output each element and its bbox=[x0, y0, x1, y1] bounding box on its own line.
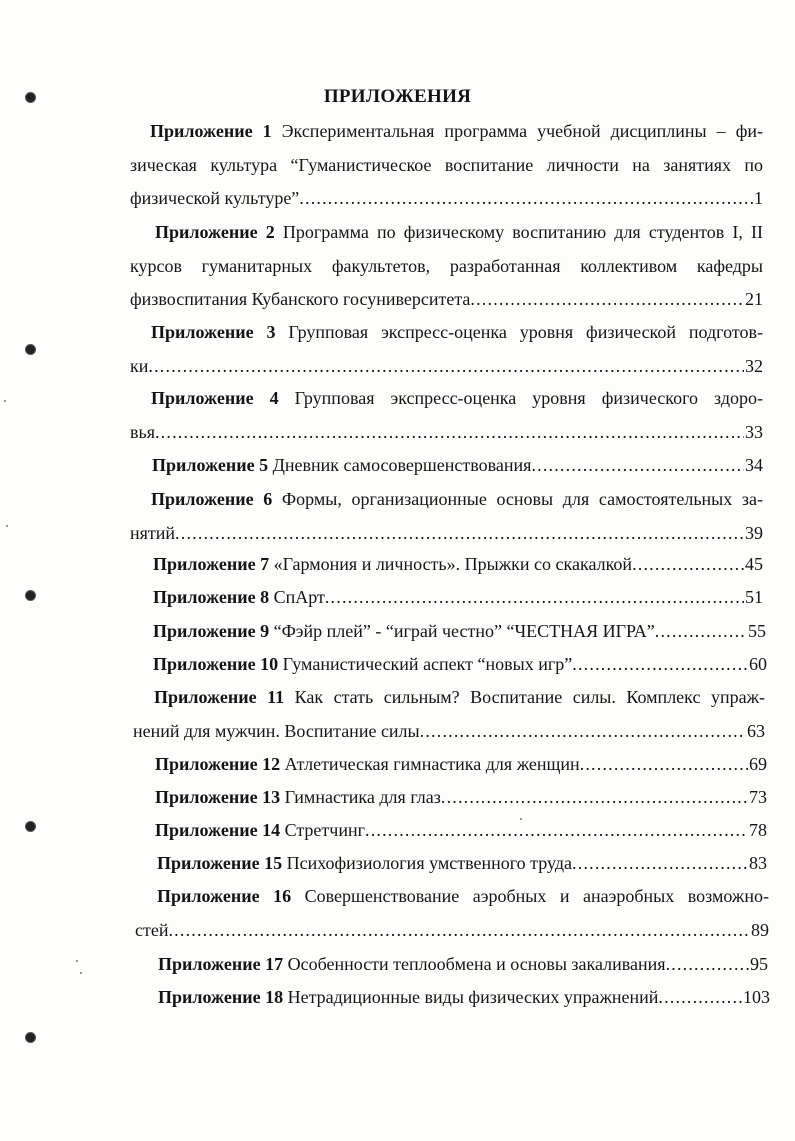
binding-hole-icon bbox=[26, 345, 35, 354]
toc-entry-text: “Фэйр плей” - “играй честно” “ЧЕСТНАЯ ИГРА” bbox=[273, 621, 655, 641]
toc-page-number: 78 bbox=[749, 820, 767, 840]
toc-entry-line bbox=[130, 115, 763, 149]
scan-speck bbox=[520, 818, 522, 820]
toc-entry-lastline bbox=[130, 182, 763, 216]
toc-entry-line bbox=[133, 681, 765, 715]
toc-entry-label: Приложение 12 bbox=[155, 754, 281, 774]
toc-entry-text: Психофизиология умственного труда bbox=[286, 853, 573, 873]
dot-leader bbox=[365, 814, 748, 848]
toc-entry-text: Программа по физическому воспитанию для студентов I, II bbox=[282, 222, 763, 242]
toc-page-number: 1 bbox=[754, 188, 763, 208]
toc-entry-label: Приложение 16 bbox=[157, 886, 292, 906]
toc-entry-17 bbox=[158, 948, 768, 982]
toc-entry-line bbox=[130, 483, 763, 517]
toc-page-number: 69 bbox=[749, 754, 767, 774]
toc-entry-label: Приложение 7 bbox=[153, 554, 270, 574]
toc-entry-line bbox=[130, 216, 763, 250]
toc-entry-text: вья bbox=[130, 421, 155, 442]
toc-entry-text: СпАрт bbox=[273, 587, 325, 607]
toc-entry-text: физвоспитания Кубанского госуниверситета bbox=[130, 289, 471, 309]
scan-speck bbox=[4, 400, 6, 402]
toc-entry-8 bbox=[153, 581, 763, 615]
toc-entry-text: «Гармония и личность». Прыжки со скакалкой bbox=[273, 554, 633, 574]
toc-entry-16 bbox=[135, 880, 769, 947]
toc-entry-text: ки bbox=[130, 355, 149, 376]
toc-page-number: 34 bbox=[745, 455, 763, 475]
toc-page-number: 32 bbox=[745, 355, 763, 376]
dot-leader bbox=[299, 182, 753, 216]
toc-entry-3 bbox=[130, 316, 763, 383]
toc-page-number: 95 bbox=[750, 954, 768, 974]
toc-entry-text: Формы, организационные основы для самостоятельных за- bbox=[281, 489, 763, 509]
toc-entry-label: Приложение 9 bbox=[153, 621, 270, 641]
dot-leader bbox=[325, 581, 744, 615]
toc-page-number: 45 bbox=[745, 554, 763, 574]
binding-hole-icon bbox=[26, 93, 35, 102]
toc-entry-11 bbox=[133, 681, 765, 748]
binding-hole-icon bbox=[26, 1033, 35, 1042]
dot-leader bbox=[531, 449, 744, 483]
toc-entry-line bbox=[135, 880, 769, 914]
toc-entry-label: Приложение 13 bbox=[155, 787, 281, 807]
dot-leader bbox=[420, 715, 746, 749]
toc-entry-label: Приложение 6 bbox=[151, 489, 273, 509]
scan-speck bbox=[6, 525, 8, 527]
toc-entry-text: Особенности теплообмена и основы закаливания bbox=[287, 954, 666, 974]
scan-speck bbox=[76, 960, 78, 962]
toc-entry-9 bbox=[153, 615, 766, 649]
toc-entry-lastline bbox=[135, 914, 769, 948]
binding-hole-icon bbox=[26, 591, 35, 600]
toc-entry-label: Приложение 3 bbox=[151, 322, 276, 342]
dot-leader bbox=[175, 517, 744, 551]
toc-entry-label: Приложение 2 bbox=[155, 222, 275, 242]
toc-page-number: 83 bbox=[749, 853, 767, 873]
toc-entry-18 bbox=[158, 981, 770, 1015]
toc-entry-4 bbox=[130, 382, 763, 449]
toc-page-number: 103 bbox=[743, 987, 770, 1007]
toc-entry-label: Приложение 10 bbox=[153, 654, 279, 674]
toc-entry-line bbox=[130, 316, 763, 350]
toc-entry-text: курсов гуманитарных факультетов, разработанная коллективом кафедры bbox=[130, 255, 763, 276]
toc-entry-text: Экспериментальная программа учебной дисциплины – фи- bbox=[281, 121, 763, 141]
toc-page-number: 55 bbox=[748, 621, 766, 641]
toc-entry-text: Как стать сильным? Воспитание силы. Комплекс упраж- bbox=[294, 687, 766, 707]
dot-leader bbox=[148, 350, 744, 384]
toc-entry-label: Приложение 17 bbox=[158, 954, 284, 974]
toc-entry-label: Приложение 14 bbox=[155, 820, 281, 840]
toc-page-number: 89 bbox=[751, 919, 769, 940]
toc-entry-text: Атлетическая гимнастика для женщин bbox=[284, 754, 580, 774]
toc-entry-text: зическая культура “Гуманистическое воспитание личности на занятиях по bbox=[130, 154, 763, 175]
toc-entry-text: Гуманистический аспект “новых игр” bbox=[282, 654, 573, 674]
toc-page-number: 21 bbox=[745, 289, 763, 309]
toc-entry-lastline bbox=[130, 350, 763, 384]
toc-entry-text: физической культуре” bbox=[130, 188, 300, 208]
dot-leader bbox=[470, 283, 744, 317]
toc-entry-text: Совершенствование аэробных и анаэробных возможно- bbox=[304, 886, 769, 906]
toc-entry-text: Групповая экспресс-оценка уровня физической подготов- bbox=[288, 322, 763, 342]
toc-entry-text: Групповая экспресс-оценка уровня физического здоро- bbox=[294, 388, 763, 408]
toc-page-number: 73 bbox=[749, 787, 767, 807]
toc-entry-lastline bbox=[130, 283, 763, 317]
toc-entry-label: Приложение 1 bbox=[150, 121, 272, 141]
toc-entry-text: нятий bbox=[130, 522, 176, 543]
toc-entry-lastline bbox=[133, 715, 765, 749]
toc-page-number: 39 bbox=[745, 522, 763, 543]
toc-page-number: 51 bbox=[745, 587, 763, 607]
toc-entry-text: Дневник самосовершенствования bbox=[272, 455, 532, 475]
scan-speck bbox=[80, 972, 82, 974]
toc-page-number: 33 bbox=[745, 421, 763, 442]
toc-entry-13 bbox=[155, 781, 767, 815]
toc-page-number: 63 bbox=[747, 720, 765, 741]
dot-leader bbox=[580, 748, 748, 782]
dot-leader bbox=[168, 914, 750, 948]
toc-entry-text: Гимнастика для глаз bbox=[284, 787, 441, 807]
dot-leader bbox=[658, 981, 742, 1015]
toc-entry-2 bbox=[130, 216, 763, 317]
dot-leader bbox=[572, 648, 748, 682]
toc-entry-label: Приложение 15 bbox=[157, 853, 283, 873]
toc-entry-lastline bbox=[130, 416, 763, 450]
toc-entry-label: Приложение 5 bbox=[152, 455, 269, 475]
dot-leader bbox=[632, 548, 744, 582]
toc-entry-label: Приложение 8 bbox=[153, 587, 270, 607]
toc-entry-text: Стретчинг bbox=[284, 820, 365, 840]
toc-entry-line bbox=[130, 382, 763, 416]
toc-entry-1 bbox=[130, 115, 763, 216]
toc-entry-label: Приложение 4 bbox=[151, 388, 279, 408]
dot-leader bbox=[655, 615, 747, 649]
toc-entry-label: Приложение 18 bbox=[158, 987, 284, 1007]
toc-entry-10 bbox=[153, 648, 767, 682]
toc-entry-6 bbox=[130, 483, 763, 550]
page-title: ПРИЛОЖЕНИЯ bbox=[323, 86, 472, 107]
toc-entry-text: нений для мужчин. Воспитание силы bbox=[133, 720, 420, 741]
toc-entry-15 bbox=[157, 847, 767, 881]
toc-entry-14 bbox=[155, 814, 767, 848]
toc-entry-label: Приложение 11 bbox=[154, 687, 285, 707]
dot-leader bbox=[666, 948, 749, 982]
toc-page-number: 60 bbox=[749, 654, 767, 674]
toc-entry-12 bbox=[155, 748, 767, 782]
toc-entry-text: стей bbox=[135, 919, 169, 940]
toc-entry-7 bbox=[153, 548, 763, 582]
binding-hole-icon bbox=[26, 822, 35, 831]
toc-entry-5 bbox=[152, 449, 763, 483]
toc-entry-lastline bbox=[130, 517, 763, 551]
toc-entry-text: Нетрадиционные виды физических упражнений bbox=[287, 987, 659, 1007]
dot-leader bbox=[572, 847, 748, 881]
dot-leader bbox=[155, 416, 744, 450]
dot-leader bbox=[441, 781, 748, 815]
